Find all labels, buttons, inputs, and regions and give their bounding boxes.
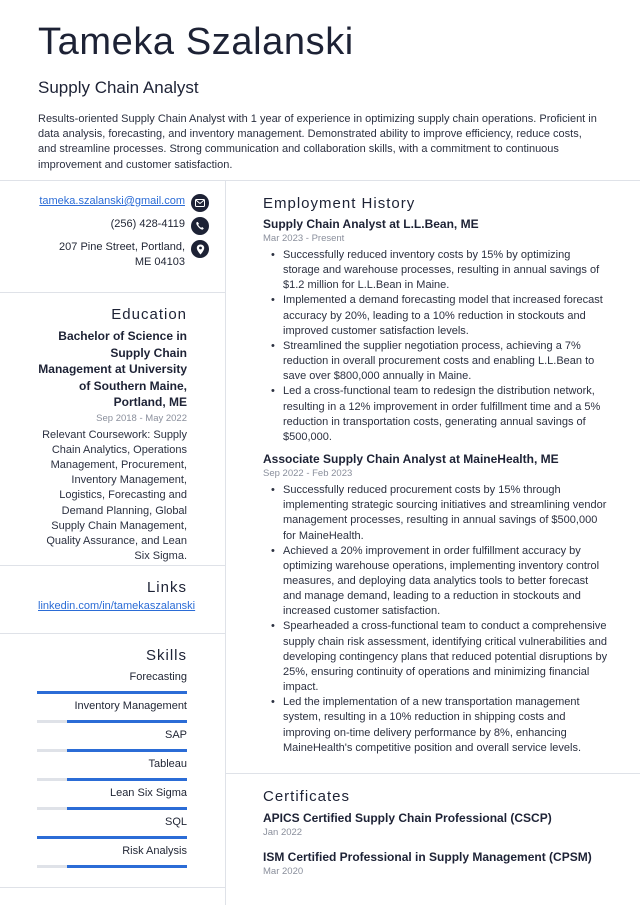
contact-address bbox=[0, 240, 225, 270]
contact-email bbox=[0, 194, 225, 212]
skill-item bbox=[37, 757, 187, 771]
skill-level-fill bbox=[37, 836, 187, 839]
certificates-heading: Certificates bbox=[263, 788, 351, 805]
resume-header bbox=[0, 0, 640, 180]
certificate-name: APICS Certified Supply Chain Professional (CSCP) bbox=[263, 811, 552, 825]
linkedin-link[interactable]: linkedin.com/in/tamekaszalanski bbox=[38, 600, 196, 612]
skill-item bbox=[37, 844, 187, 858]
skill-level-bar bbox=[37, 836, 187, 839]
skills-divider bbox=[0, 887, 225, 888]
certificate-item bbox=[263, 810, 608, 839]
employment-section bbox=[263, 195, 608, 756]
job-bullet: • Led a cross-functional team to redesign the distribution network, resulting in a 12% improvement in order fulfillment time and a 5% reduction in transportation costs, generating annual savings of $500,000. bbox=[263, 384, 608, 445]
contact-divider bbox=[0, 292, 225, 293]
education-date: Sep 2018 - May 2022 bbox=[96, 412, 187, 424]
skill-level-bar bbox=[37, 720, 187, 723]
employment-heading: Employment History bbox=[263, 195, 416, 212]
certificate-item bbox=[263, 849, 608, 878]
skill-item bbox=[37, 786, 187, 800]
contact-phone bbox=[0, 217, 225, 235]
skill-level-fill bbox=[67, 720, 187, 723]
job-heading: Associate Supply Chain Analyst at MaineHealth, ME bbox=[263, 452, 559, 467]
skill-level-fill bbox=[37, 691, 187, 694]
job-bullet: • Successfully reduced procurement costs by 15% through implementing strategic sourcing initiatives and streamlining vendor management processes, resulting in annual savings of $500,000 for MaineHealth. bbox=[263, 483, 608, 544]
certificate-date: Jan 2022 bbox=[263, 827, 303, 838]
job-bullets bbox=[263, 248, 608, 445]
skill-item bbox=[37, 728, 187, 742]
skills-section bbox=[0, 647, 225, 887]
skill-name: Inventory Management bbox=[74, 700, 187, 712]
skills-heading: Skills bbox=[145, 647, 187, 664]
candidate-job-title: Supply Chain Analyst bbox=[38, 78, 199, 97]
profile-summary: Results-oriented Supply Chain Analyst with 1 year of experience in optimizing supply chain operations. Proficient in data analysis, forecasting, and inventory management. Demonstrated ability to improve efficiency, reduce costs, and streamline processes. Strong communication and collaboration skills, with a commitment to continuous improvement and customer satisfaction. bbox=[38, 113, 597, 171]
skill-level-bar bbox=[37, 778, 187, 781]
job-bullet: • Achieved a 20% improvement in order fulfillment accuracy by optimizing warehouse operations, implementing inventory control measures, and deploying data analytics tools to better forecast and manage demand, leading to a reduction in stockouts and increased customer satisfaction. bbox=[263, 544, 608, 620]
job-entry bbox=[263, 216, 608, 445]
job-bullet: • Spearheaded a cross-functional team to conduct a comprehensive supply chain risk assessment, identifying critical vulnerabilities and developing contingency plans that reduced potential disruptions by 25%, ensuring continuity of operations and minimizing financial impact. bbox=[263, 619, 608, 695]
skill-item bbox=[37, 815, 187, 829]
certificate-date: Mar 2020 bbox=[263, 866, 304, 877]
candidate-name: Tameka Szalanski bbox=[38, 21, 354, 63]
skill-level-bar bbox=[37, 807, 187, 810]
job-bullet: • Successfully reduced inventory costs by 15% by optimizing storage and warehouse processes, resulting in annual savings of $1.2 million for L.L.Bean in Maine. bbox=[263, 248, 608, 293]
skill-name: SQL bbox=[164, 816, 187, 828]
email-icon bbox=[191, 194, 209, 212]
skill-level-fill bbox=[67, 749, 187, 752]
header-divider bbox=[0, 180, 640, 181]
skill-name: Forecasting bbox=[129, 671, 187, 683]
skill-level-bar bbox=[37, 691, 187, 694]
skill-level-fill bbox=[67, 865, 187, 868]
job-heading: Supply Chain Analyst at L.L.Bean, ME bbox=[263, 217, 479, 231]
skill-name: Risk Analysis bbox=[122, 845, 187, 857]
column-divider bbox=[225, 181, 226, 905]
skill-name: Lean Six Sigma bbox=[109, 787, 187, 799]
education-degree: Bachelor of Science in Supply Chain Management at University of Southern Maine, Portland, ME bbox=[38, 329, 187, 409]
employment-divider bbox=[226, 773, 640, 774]
skill-item bbox=[37, 670, 187, 684]
job-bullet: • Streamlined the supplier negotiation process, achieving a 7% reduction in overall procurement costs and enabling L.L.Bean to save over $800,000 annually in Maine. bbox=[263, 339, 608, 384]
skill-level-fill bbox=[67, 778, 187, 781]
education-divider bbox=[0, 565, 225, 566]
job-date: Sep 2022 - Feb 2023 bbox=[263, 468, 353, 480]
skill-item bbox=[37, 699, 187, 713]
phone-number: (256) 428-4119 bbox=[110, 218, 185, 230]
email-link[interactable]: tameka.szalanski@gmail.com bbox=[39, 195, 185, 207]
job-bullet: • Led the implementation of a new transportation management system, resulting in a 10% reduction in shipping costs and improving on-time delivery performance by 8%, enhancing MaineHealth's competitive position and overall service levels. bbox=[263, 695, 608, 756]
links-divider bbox=[0, 633, 225, 634]
address-text: 207 Pine Street, Portland, ME 04103 bbox=[59, 241, 185, 268]
skill-level-bar bbox=[37, 749, 187, 752]
job-bullet: • Implemented a demand forecasting model that increased forecast accuracy by 20%, leading to a 10% reduction in stockouts and improved customer satisfaction levels. bbox=[263, 293, 608, 338]
links-heading: Links bbox=[146, 579, 187, 596]
skill-level-fill bbox=[67, 807, 187, 810]
location-pin-icon bbox=[191, 240, 209, 258]
education-coursework: Relevant Coursework: Supply Chain Analytics, Operations Management, Procurement, Inventory Management, Logistics, Forecasting and Demand Planning, Global Supply Chain Management, Quality Assurance, and Lean Six Sigma. bbox=[42, 428, 187, 563]
job-date: Mar 2023 - Present bbox=[263, 233, 345, 244]
phone-icon bbox=[191, 217, 209, 235]
skill-name: SAP bbox=[164, 729, 187, 741]
job-entry bbox=[263, 451, 608, 756]
certificates-section bbox=[263, 788, 608, 878]
skill-level-bar bbox=[37, 865, 187, 868]
education-heading: Education bbox=[111, 306, 187, 323]
education-section bbox=[0, 306, 225, 564]
skill-name: Tableau bbox=[148, 758, 187, 770]
job-bullets bbox=[263, 483, 608, 756]
links-section bbox=[0, 579, 225, 612]
certificate-name: ISM Certified Professional in Supply Management (CPSM) bbox=[263, 850, 592, 864]
